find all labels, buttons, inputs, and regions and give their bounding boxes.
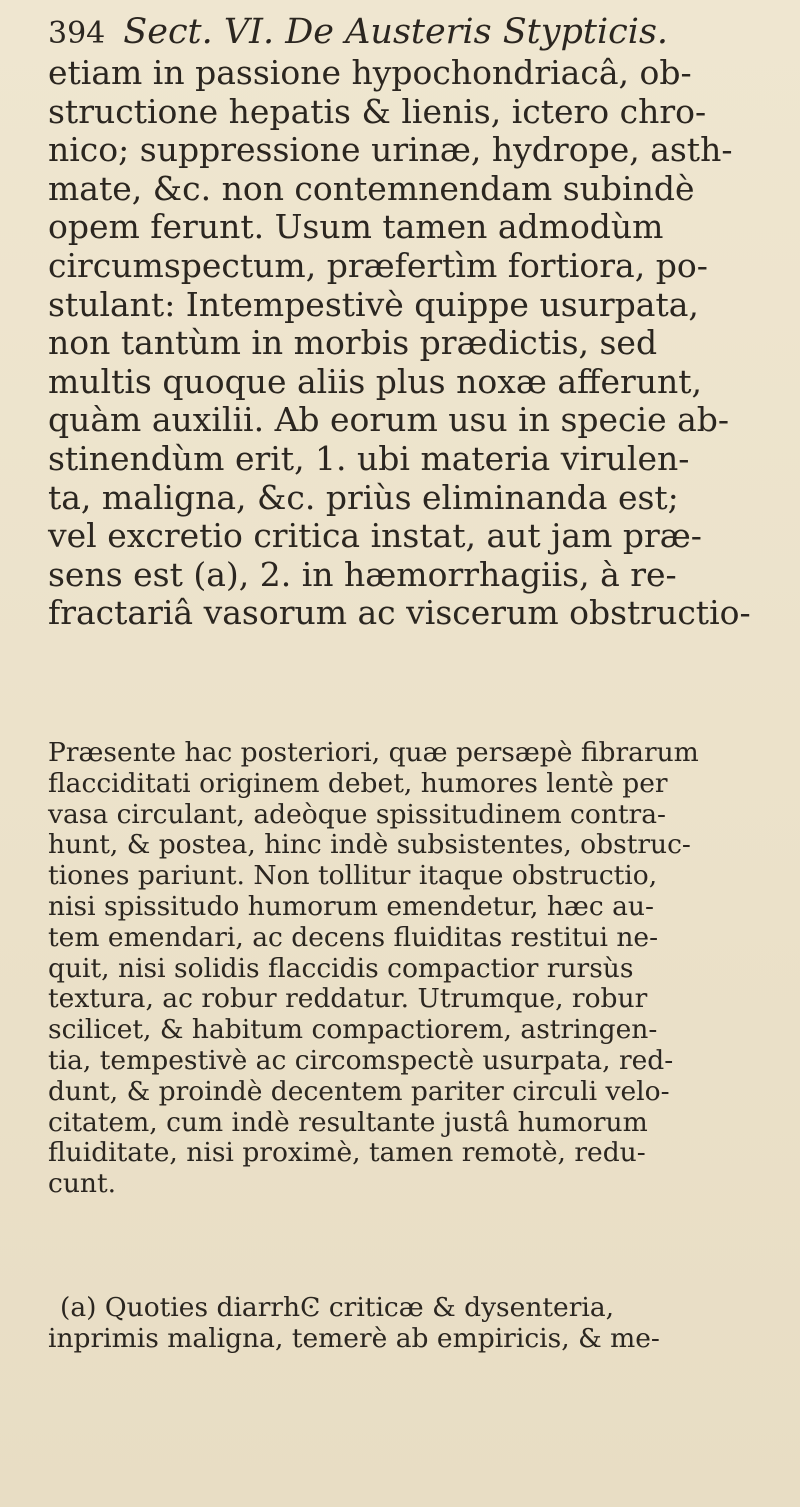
text-line: stinendùm erit, 1. ubi materia virulen-: [48, 438, 690, 478]
note-line: tiones pariunt. Non tollitur itaque obstructio,: [48, 860, 658, 892]
footnote: [48, 1292, 768, 1354]
text-line: nico; suppressione urinæ, hydrope, asth-: [48, 130, 733, 170]
text-line: sens est (a), 2. in hæmorrhagiis, à re-: [48, 554, 677, 594]
text-line: mate, &c. non contemnendam subindè: [48, 168, 695, 208]
text-line: etiam in passione hypochondriacâ, ob-: [48, 53, 692, 92]
text-line: stulant: Intempestivè quippe usurpata,: [48, 284, 699, 324]
text-line: vel excretio critica instat, aut jam præ-: [48, 516, 702, 556]
note-line: cunt.: [48, 1168, 117, 1200]
note-line: flacciditati originem debet, humores lentè per: [48, 767, 668, 799]
main-paragraph: [48, 54, 768, 633]
note-line: Præsente hac posteriori, quæ persæpè fibrarum: [48, 737, 699, 768]
note-line: dunt, & proindè decentem pariter circuli velo-: [48, 1075, 670, 1107]
running-head: [48, 10, 768, 54]
page-number: 394: [48, 16, 106, 51]
note-line: vasa circulant, adeòque spissitudinem contra-: [48, 798, 666, 830]
text-line: structione hepatis & lienis, ictero chro-: [48, 91, 707, 131]
text-line: quàm auxilii. Ab eorum usu in specie ab-: [48, 400, 730, 440]
text-line: ta, maligna, &c. priùs eliminanda est;: [48, 477, 679, 517]
note-line: quit, nisi solidis flaccidis compactior rursùs: [48, 952, 634, 984]
text-line: opem ferunt. Usum tamen admodùm: [48, 207, 664, 247]
running-title: Sect. VI. De Austeris Stypticis.: [123, 12, 669, 52]
note-line: tem emendari, ac decens fluiditas restitui ne-: [48, 921, 659, 953]
note-paragraph: [48, 738, 768, 1200]
note-line: tia, tempestivè ac circomspectè usurpata, red-: [48, 1044, 674, 1076]
note-line: citatem, cum indè resultante justâ humorum: [48, 1106, 648, 1138]
footnote-line: (a) Quoties diarrhϾ criticæ & dysenteria,: [60, 1292, 615, 1323]
note-line: nisi spissitudo humorum emendetur, hæc au-: [48, 890, 654, 922]
text-line: circumspectum, præfertìm fortiora, po-: [48, 245, 708, 285]
note-line: hunt, & postea, hinc indè subsistentes, obstruc-: [48, 829, 691, 861]
text-line: non tantùm in morbis prædictis, sed: [48, 323, 658, 363]
note-line: textura, ac robur reddatur. Utrumque, robur: [48, 983, 648, 1015]
footnote-line: inprimis maligna, temerè ab empiricis, & me-: [48, 1323, 660, 1354]
note-line: fluiditate, nisi proximè, tamen remotè, redu-: [48, 1137, 646, 1169]
page-bottom-margin: [0, 1360, 800, 1507]
text-line: fractariâ vasorum ac viscerum obstructio-: [48, 593, 751, 633]
note-line: scilicet, & habitum compactiorem, astringen-: [48, 1014, 658, 1046]
text-line: multis quoque aliis plus noxæ afferunt,: [48, 361, 703, 401]
